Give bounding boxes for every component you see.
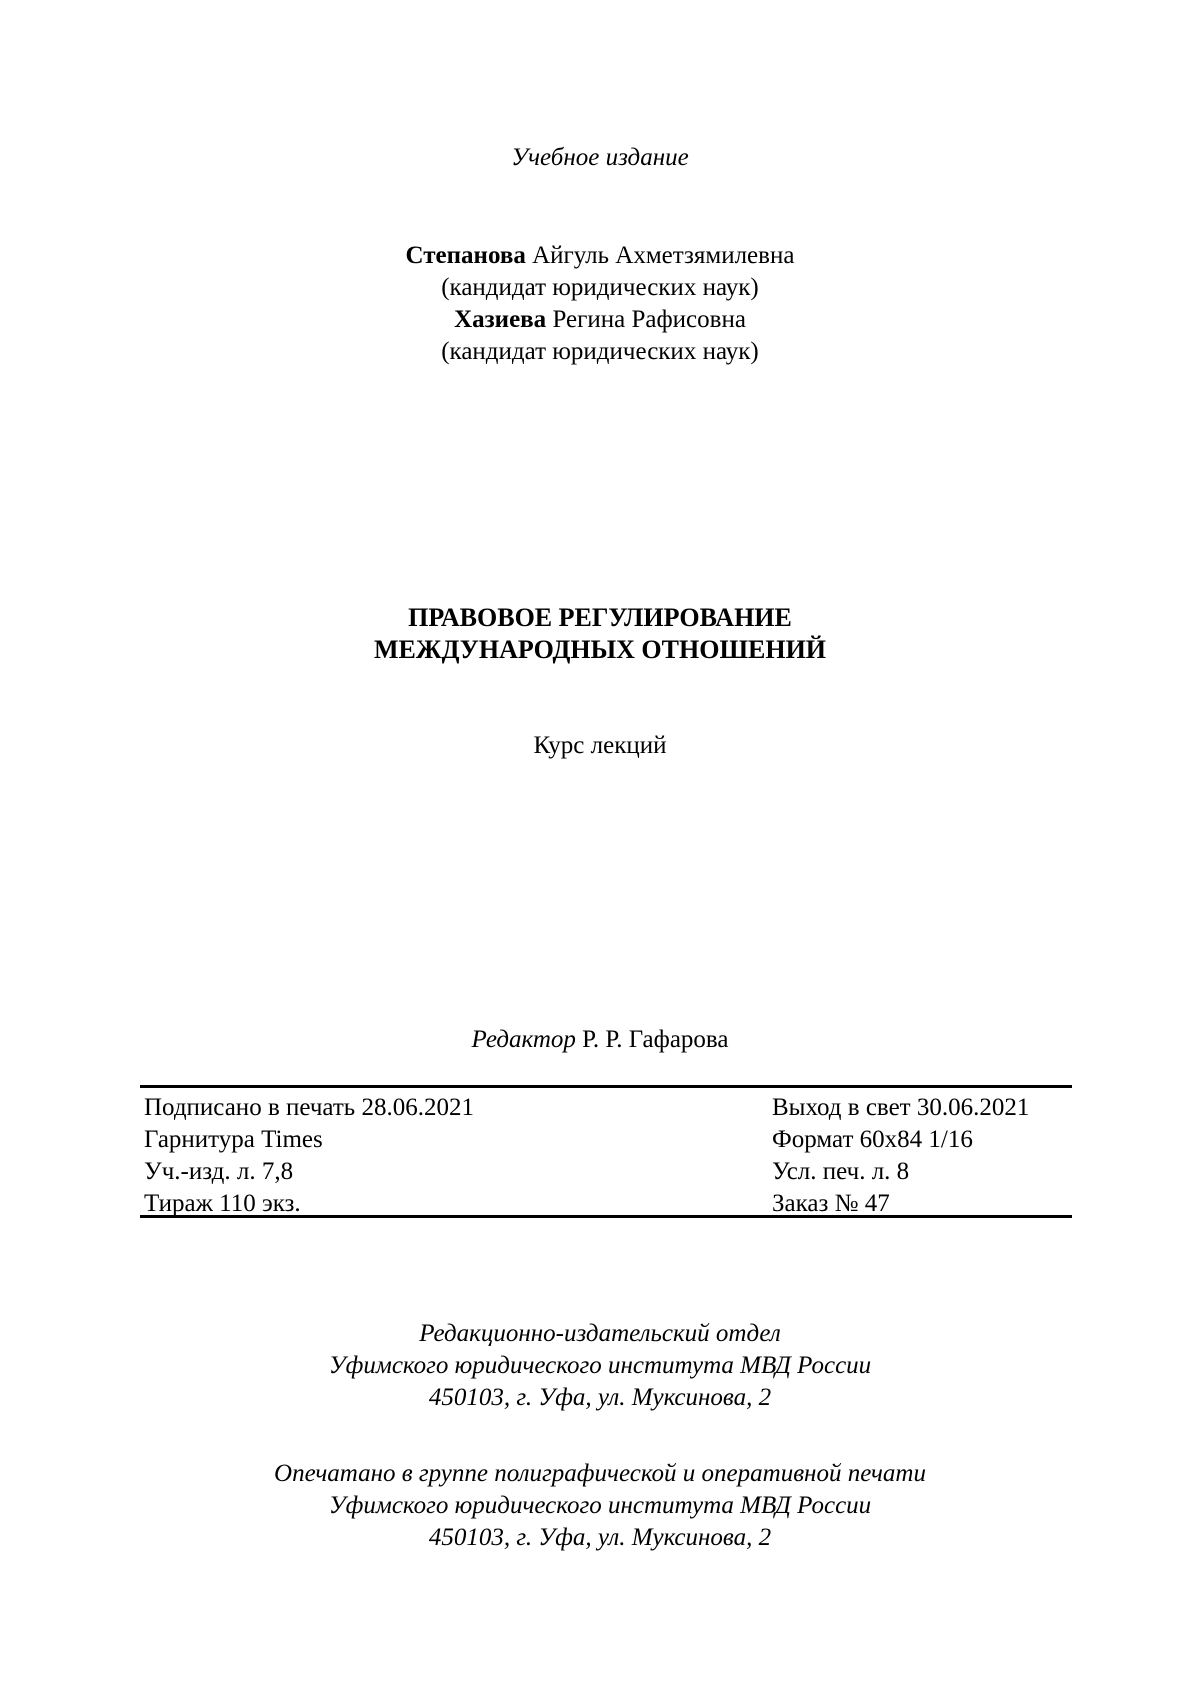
imprint-right: Выход в свет 30.06.2021 [772,1094,1030,1121]
printer-line: Уфимского юридического института МВД России [328,1492,872,1519]
author-surname: Степанова [405,242,526,269]
book-title [0,602,1200,666]
publisher-line: 450103, г. Уфа, ул. Муксинова, 2 [428,1384,772,1411]
authors-block [0,240,1200,368]
printer-block [0,1458,1200,1554]
title-line: ПРАВОВОЕ РЕГУЛИРОВАНИЕ [408,603,792,632]
author-name: Айгуль Ахметзямилевна [532,242,795,269]
publisher-block [0,1318,1200,1414]
imprint-right: Заказ № 47 [772,1190,890,1217]
imprint-left: Уч.-изд. л. 7,8 [144,1158,294,1185]
editor-name: Р. Р. Гафарова [582,1026,729,1053]
author-degree: (кандидат юридических наук) [441,338,759,365]
author-surname: Хазиева [454,306,547,333]
author-degree: (кандидат юридических наук) [441,274,759,301]
imprint-right: Формат 60х84 1/16 [772,1126,973,1153]
edition-type: Учебное издание [511,144,689,171]
imprint-left: Гарнитура Times [144,1126,323,1153]
editor-label: Редактор [471,1026,576,1053]
author-line-2 [0,304,1200,336]
imprint-left: Тираж 110 экз. [144,1190,301,1217]
imprint-row [140,1124,1072,1156]
printer-line: Опечатано в группе полиграфической и оперативной печати [274,1460,926,1487]
book-subtitle: Курс лекций [533,732,667,759]
imprint-rows [140,1092,1072,1220]
printer-line: 450103, г. Уфа, ул. Муксинова, 2 [428,1524,772,1551]
editor-line [0,1024,1200,1056]
imprint-row [140,1092,1072,1124]
publisher-line: Уфимского юридического института МВД России [328,1352,872,1379]
author-line-1 [0,240,1200,272]
imprint-row [140,1156,1072,1188]
title-line: МЕЖДУНАРОДНЫХ ОТНОШЕНИЙ [373,635,827,664]
author-name: Регина Рафисовна [552,306,746,333]
imprint-table [140,1085,1072,1218]
imprint-row [140,1188,1072,1220]
imprint-left: Подписано в печать 28.06.2021 [144,1094,474,1121]
publisher-line: Редакционно-издательский отдел [419,1320,781,1347]
imprint-right: Усл. печ. л. 8 [772,1158,910,1185]
